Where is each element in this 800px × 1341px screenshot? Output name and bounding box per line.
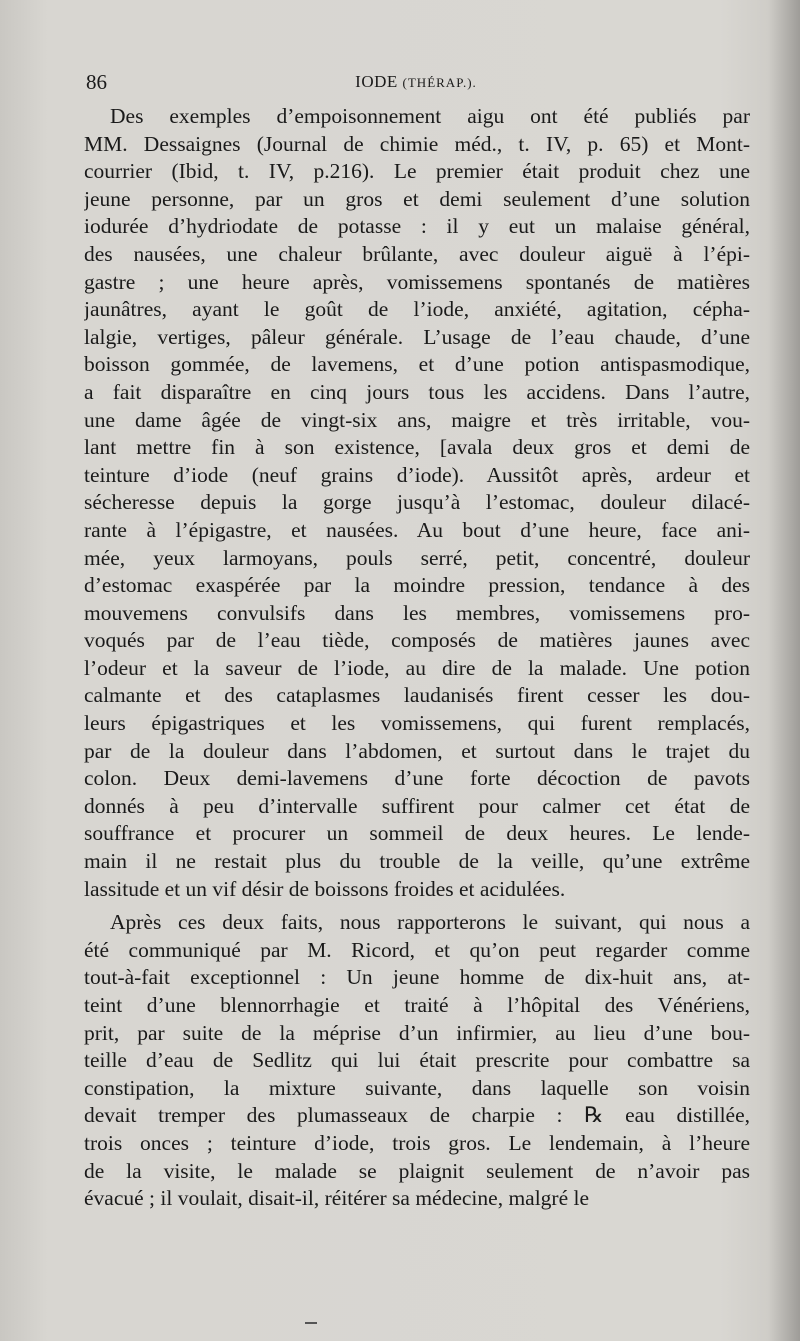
running-title-sub: (THÉRAP.). bbox=[402, 75, 477, 90]
text-line: lassitude et un vif désir de boissons froides et acidulées. bbox=[84, 876, 566, 901]
text-line: Des exemples d’empoisonnement aigu ont été publiés par bbox=[110, 104, 750, 128]
text-line: de la visite, le malade se plaignit seulement de n’avoir pas bbox=[84, 1158, 750, 1183]
text-line: iodurée d’hydriodate de potasse : il y eut un malaise général, bbox=[84, 214, 750, 239]
text-line: trois onces ; teinture d’iode, trois gros. Le lendemain, à l’heure bbox=[84, 1130, 750, 1155]
text-line: donnés à peu d’intervalle suffirent pour calmer cet état de bbox=[84, 793, 750, 818]
text-line: devait tremper des plumasseaux de charpie : ℞ eau distillée, bbox=[84, 1103, 750, 1128]
footer-mark bbox=[305, 1322, 317, 1324]
text-line: mouvemens convulsifs dans les membres, vomissemens pro- bbox=[84, 600, 750, 625]
text-line: souffrance et procurer un sommeil de deux heures. Le lende- bbox=[84, 821, 750, 846]
page-number: 86 bbox=[86, 70, 107, 94]
text-line: voqués par de l’eau tiède, composés de matières jaunes avec bbox=[84, 628, 750, 653]
text-line: lalgie, vertiges, pâleur générale. L’usage de l’eau chaude, d’une bbox=[84, 324, 750, 349]
text-line: constipation, la mixture suivante, dans laquelle son voisin bbox=[84, 1075, 750, 1100]
text-line: courrier (Ibid, t. IV, p.216). Le premier était produit chez une bbox=[84, 159, 750, 184]
text-line: teille d’eau de Sedlitz qui lui était prescrite pour combattre sa bbox=[84, 1048, 750, 1073]
text-line: prit, par suite de la méprise d’un infirmier, au lieu d’une bou- bbox=[84, 1020, 750, 1045]
text-line: tout-à-fait exceptionnel : Un jeune homme de dix-huit ans, at- bbox=[84, 965, 750, 990]
text-line: Après ces deux faits, nous rapporterons le suivant, qui nous a bbox=[110, 910, 750, 935]
text-line: leurs épigastriques et les vomissemens, qui furent remplacés, bbox=[84, 711, 750, 736]
text-line: sécheresse depuis la gorge jusqu’à l’estomac, douleur dilacé- bbox=[84, 490, 750, 515]
text-line: évacué ; il voulait, disait-il, réitérer sa médecine, malgré le bbox=[84, 1186, 590, 1211]
text-line: d’estomac exaspérée par la moindre pression, tendance à des bbox=[84, 573, 750, 598]
running-title-main: IODE bbox=[355, 72, 398, 91]
text-line: teinture d’iode (neuf grains d’iode). Aussitôt après, ardeur et bbox=[84, 462, 750, 487]
text-line: l’odeur et la saveur de l’iode, au dire de la malade. Une potion bbox=[84, 655, 750, 680]
text-line: jeune personne, par un gros et demi seulement d’une solution bbox=[84, 186, 750, 211]
paragraph bbox=[84, 103, 750, 903]
body-text bbox=[84, 103, 750, 1213]
text-line: gastre ; une heure après, vomissemens spontanés de matières bbox=[84, 269, 750, 294]
text-line: été communiqué par M. Ricord, et qu’on peut regarder comme bbox=[84, 937, 750, 962]
text-line: rante à l’épigastre, et nausées. Au bout d’une heure, face ani- bbox=[84, 517, 750, 542]
text-line: MM. Dessaignes (Journal de chimie méd., t. IV, p. 65) et Mont- bbox=[84, 131, 750, 156]
text-line: calmante et des cataplasmes laudanisés firent cesser les dou- bbox=[84, 683, 750, 708]
text-line: mée, yeux larmoyans, pouls serré, petit, concentré, douleur bbox=[84, 545, 750, 570]
text-line: boisson gommée, de lavemens, et d’une potion antispasmodique, bbox=[84, 352, 750, 377]
running-title bbox=[86, 72, 746, 92]
text-line: des nausées, une chaleur brûlante, avec douleur aiguë à l’épi- bbox=[84, 241, 750, 266]
text-line: teint d’une blennorrhagie et traité à l’hôpital des Vénériens, bbox=[84, 993, 750, 1017]
text-line: main il ne restait plus du trouble de la veille, qu’une extrême bbox=[84, 849, 750, 874]
text-line: jaunâtres, ayant le goût de l’iode, anxiété, agitation, cépha- bbox=[84, 297, 750, 322]
text-line: par de la douleur dans l’abdomen, et surtout dans le trajet du bbox=[84, 738, 750, 763]
running-header bbox=[86, 70, 746, 100]
text-line: a fait disparaître en cinq jours tous les accidens. Dans l’autre, bbox=[84, 379, 750, 404]
text-line: colon. Deux demi-lavemens d’une forte décoction de pavots bbox=[84, 766, 750, 791]
text-line: lant mettre fin à son existence, [avala deux gros et demi de bbox=[84, 435, 750, 460]
text-line: une dame âgée de vingt-six ans, maigre et très irritable, vou- bbox=[84, 407, 750, 432]
paragraph bbox=[84, 909, 750, 1213]
